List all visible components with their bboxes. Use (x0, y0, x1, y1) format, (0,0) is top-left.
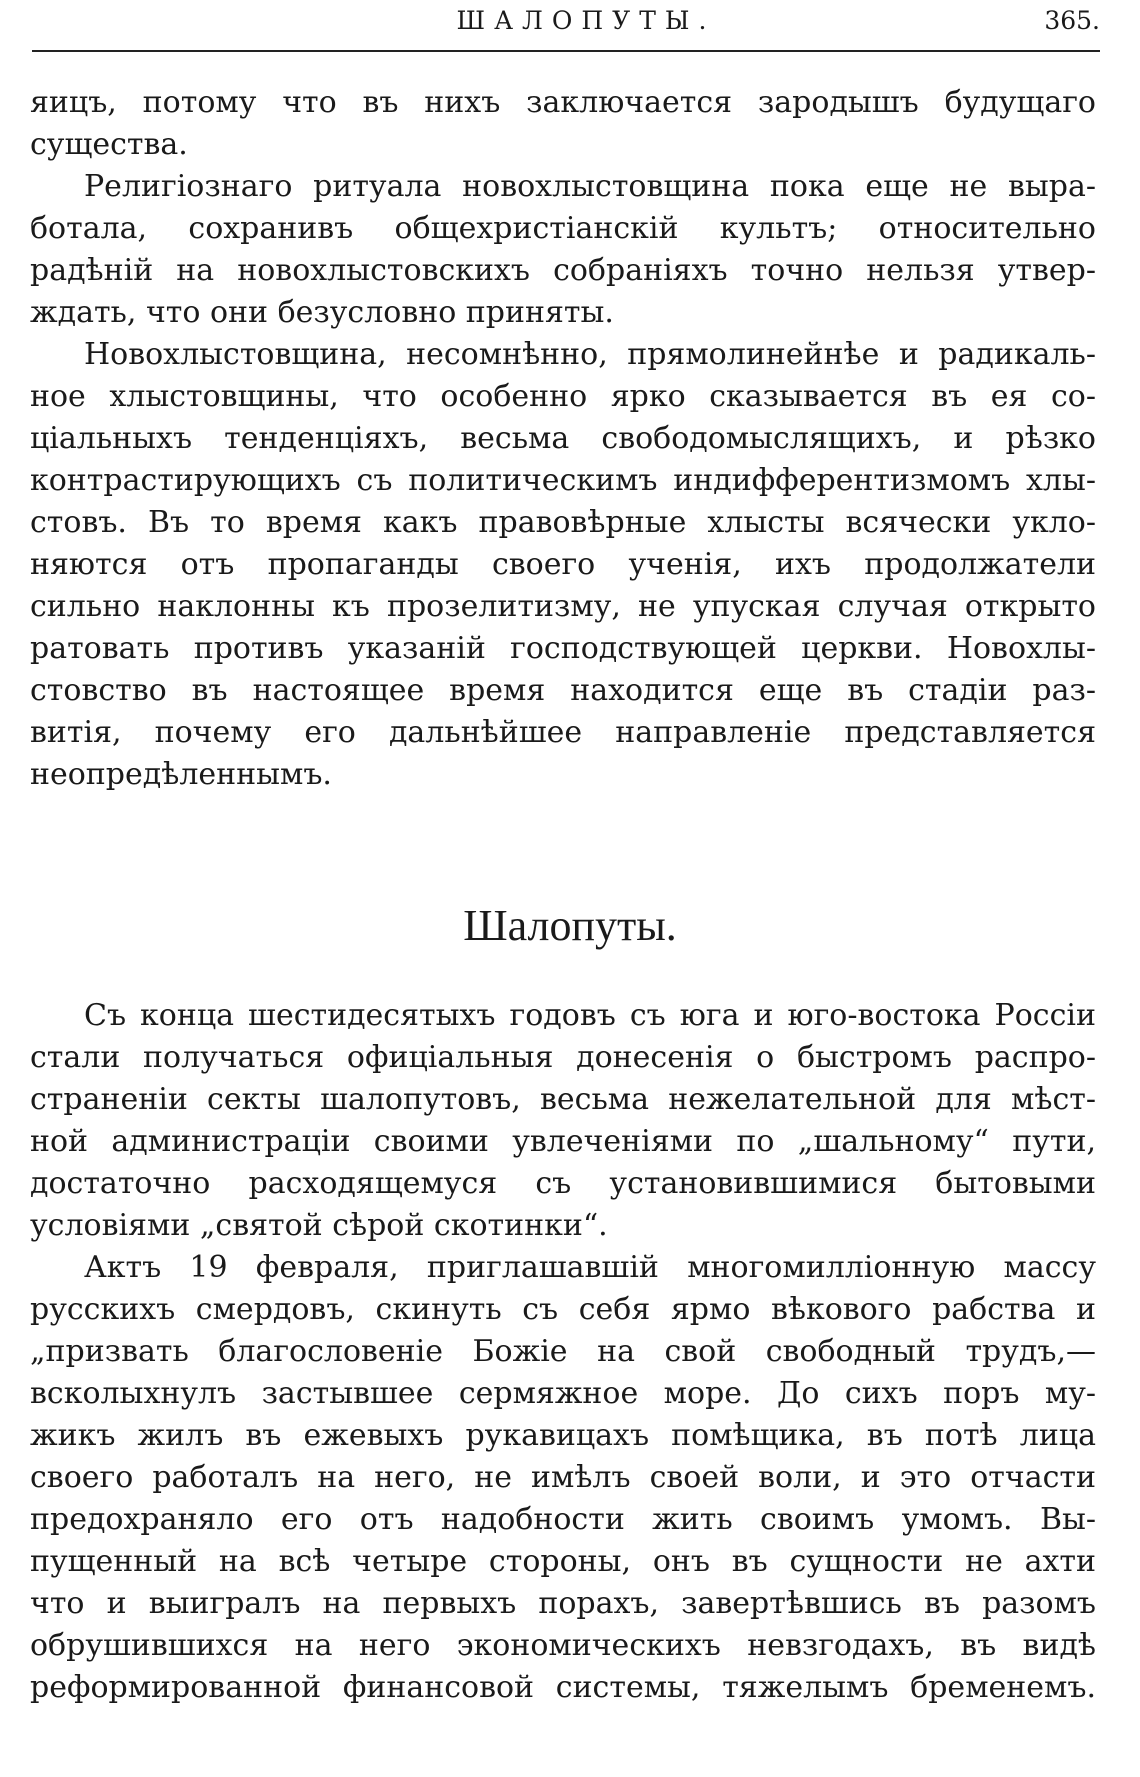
text-line: жикъ жилъ въ ежевыхъ рукавицахъ помѣщика, въ потѣ лица (30, 1418, 1096, 1453)
text-line: неопредѣленнымъ. (30, 757, 332, 792)
text-line: условiями „святой сѣрой скотинки“. (30, 1208, 608, 1243)
text-line: стовство въ настоящее время находится еще въ стадiи раз- (30, 673, 1096, 708)
text-line: существа. (30, 127, 188, 162)
text-line: обрушившихся на него экономическихъ невзгодахъ, въ видѣ (30, 1628, 1096, 1663)
text-line: Съ конца шестидесятыхъ годовъ съ юга и юго-востока Россiи (84, 998, 1096, 1033)
running-title: ШАЛОПУТЫ. (456, 6, 716, 35)
text-line: Новохлыстовщина, несомнѣнно, прямолинейнѣе и радикаль- (84, 337, 1096, 372)
text-line: реформированной финансовой системы, тяжелымъ бременемъ. (30, 1670, 1096, 1705)
text-line: ботала, сохранивъ общехристiанскiй культъ; относительно (30, 211, 1096, 246)
text-line: стовъ. Въ то время какъ правовѣрные хлысты всячески укло- (30, 505, 1096, 540)
text-line: Религiознаго ритуала новохлыстовщина пока еще не выра- (84, 169, 1096, 204)
text-line: стали получаться офицiальныя донесенiя о быстромъ распро- (30, 1040, 1096, 1075)
text-line: страненiи секты шалопутовъ, весьма нежелательной для мѣст- (30, 1082, 1096, 1117)
text-line: ждать, что они безусловно приняты. (30, 295, 614, 330)
text-line: русскихъ смердовъ, скинуть съ себя ярмо вѣкового рабства и (30, 1292, 1096, 1327)
text-line: всколыхнулъ застывшее сермяжное море. До сихъ поръ му- (30, 1376, 1096, 1411)
text-line: контрастирующихъ съ политическимъ индифферентизмомъ хлы- (30, 463, 1096, 498)
text-line: пущенный на всѣ четыре стороны, онъ въ сущности не ахти (30, 1544, 1096, 1579)
text-line: своего работалъ на него, не имѣлъ своей воли, и это отчасти (30, 1460, 1096, 1495)
text-line: ной администрацiи своими увлеченiями по „шальному“ пути, (30, 1124, 1096, 1159)
page-number: 365. (1044, 6, 1100, 35)
text-line: радѣнiй на новохлыстовскихъ собранiяхъ точно нельзя утвер- (30, 253, 1096, 288)
paragraph-block-novokhlyst (30, 82, 1096, 796)
running-head (32, 4, 1100, 44)
section-heading: Шалопуты. (463, 901, 677, 950)
text-line: предохраняло его отъ надобности жить своимъ умомъ. Вы- (30, 1502, 1096, 1537)
text-line: няются отъ пропаганды своего ученiя, ихъ продолжатели (30, 547, 1096, 582)
text-line: Актъ 19 февраля, приглашавшiй многомиллiонную массу (84, 1250, 1096, 1285)
header-rule (32, 50, 1100, 52)
text-line: яицъ, потому что въ нихъ заключается зародышъ будущаго (30, 85, 1096, 120)
text-line: цiальныхъ тенденцiяхъ, весьма свободомыслящихъ, и рѣзко (30, 421, 1096, 456)
text-line: что и выигралъ на первыхъ порахъ, завертѣвшись въ разомъ (30, 1586, 1096, 1621)
text-line: ратовать противъ указанiй господствующей церкви. Новохлы- (30, 631, 1096, 666)
text-line: витiя, почему его дальнѣйшее направленiе представляется (30, 715, 1096, 750)
text-line: сильно наклонны къ прозелитизму, не упуская случая открыто (30, 589, 1096, 624)
text-line: ное хлыстовщины, что особенно ярко сказывается въ ея со- (30, 379, 1096, 414)
paragraph-block-shaloputy (30, 995, 1096, 1709)
text-line: достаточно расходящемуся съ установившимися бытовыми (30, 1166, 1096, 1201)
text-line: „призвать благословенiе Божiе на свой свободный трудъ,— (30, 1334, 1096, 1369)
